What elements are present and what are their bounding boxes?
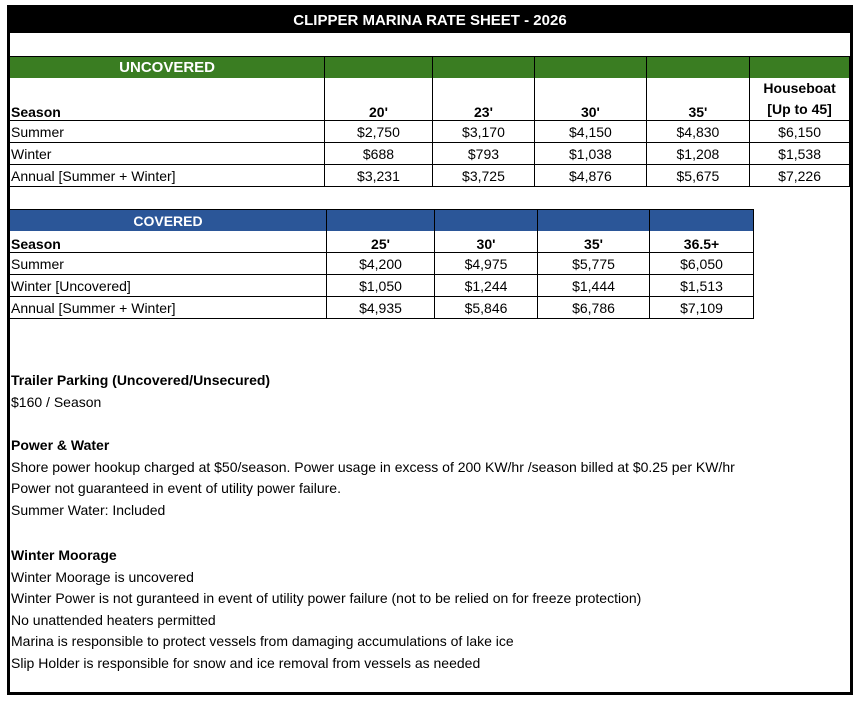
size-header: 35' [646, 78, 750, 121]
winter-moorage-line: Slip Holder is responsible for snow and ice removal from vessels as needed [11, 654, 481, 671]
winter-moorage-line: Winter Moorage is uncovered [11, 568, 194, 585]
rate-cell: $7,226 [750, 165, 850, 187]
power-water-line: Summer Water: Included [11, 501, 166, 518]
power-water-line: Power not guaranteed in event of utility power failure. [11, 480, 341, 496]
table-row [10, 275, 754, 297]
table-row [10, 165, 850, 187]
winter-moorage-section [11, 545, 641, 674]
rate-cell: $7,109 [650, 297, 754, 319]
power-water-section [11, 435, 735, 521]
rate-cell: $5,775 [538, 253, 650, 275]
houseboat-header: Houseboat [Up to 45] [750, 78, 850, 121]
rate-cell: $1,538 [750, 143, 850, 165]
power-water-line: Shore power hookup charged at $50/season. Power usage in excess of 200 KW/hr /season billed at $0.25 per KW/hr [11, 458, 735, 475]
table-row [10, 253, 754, 275]
trailer-parking-section [11, 370, 270, 413]
page-title: CLIPPER MARINA RATE SHEET - 2026 [10, 8, 850, 33]
season-header: Season [11, 236, 61, 252]
season-label: Summer [10, 253, 327, 275]
trailer-parking-line: $160 / Season [11, 393, 102, 410]
size-header: 30' [435, 231, 538, 253]
rate-cell: $1,208 [646, 143, 750, 165]
table-row [10, 121, 850, 143]
rate-cell: $4,876 [535, 165, 646, 187]
rate-cell: $6,786 [538, 297, 650, 319]
size-header: 30' [535, 78, 646, 121]
rate-cell: $1,038 [535, 143, 646, 165]
covered-rates-table [10, 209, 754, 319]
winter-moorage-line: Marina is responsible to protect vessels from damaging accumulations of lake ice [11, 633, 514, 649]
rate-sheet [7, 5, 853, 695]
size-header: 35' [538, 231, 650, 253]
season-label: Winter [Uncovered] [10, 275, 327, 297]
covered-section-label: COVERED [10, 210, 327, 232]
season-header: Season [11, 104, 61, 120]
rate-cell: $1,444 [538, 275, 650, 297]
rate-cell: $4,975 [435, 253, 538, 275]
table-row [10, 143, 850, 165]
uncovered-section-label: UNCOVERED [10, 57, 325, 79]
uncovered-band [10, 57, 850, 79]
size-header: 20' [325, 78, 432, 121]
rate-cell: $3,725 [432, 165, 535, 187]
uncovered-header-row [10, 78, 850, 121]
rate-cell: $3,231 [325, 165, 432, 187]
rate-cell: $793 [432, 143, 535, 165]
uncovered-rates-table [10, 56, 850, 187]
rate-cell: $4,150 [535, 121, 646, 143]
rate-cell: $4,830 [646, 121, 750, 143]
rate-cell: $2,750 [325, 121, 432, 143]
rate-cell: $4,200 [327, 253, 435, 275]
season-label: Summer [10, 121, 325, 143]
rate-cell: $1,513 [650, 275, 754, 297]
winter-moorage-line: Winter Power is not guranteed in event of utility power failure (not to be relied on for freeze protection) [11, 590, 642, 606]
size-header: 36.5+ [650, 231, 754, 253]
rate-cell: $3,170 [432, 121, 535, 143]
covered-header-row [10, 231, 754, 253]
winter-moorage-line: No unattended heaters permitted [11, 611, 216, 628]
rate-cell: $4,935 [327, 297, 435, 319]
size-header: 25' [327, 231, 435, 253]
rate-cell: $1,244 [435, 275, 538, 297]
rate-cell: $5,846 [435, 297, 538, 319]
rate-cell: $5,675 [646, 165, 750, 187]
table-row [10, 297, 754, 319]
rate-cell: $6,150 [750, 121, 850, 143]
trailer-parking-heading: Trailer Parking (Uncovered/Unsecured) [11, 372, 271, 388]
season-label: Annual [Summer + Winter] [10, 165, 325, 187]
season-label: Annual [Summer + Winter] [10, 297, 327, 319]
season-label: Winter [10, 143, 325, 165]
rate-cell: $1,050 [327, 275, 435, 297]
rate-cell: $6,050 [650, 253, 754, 275]
power-water-heading: Power & Water [11, 437, 110, 453]
winter-moorage-heading: Winter Moorage [11, 547, 117, 563]
rate-cell: $688 [325, 143, 432, 165]
covered-band [10, 210, 754, 232]
size-header: 23' [432, 78, 535, 121]
